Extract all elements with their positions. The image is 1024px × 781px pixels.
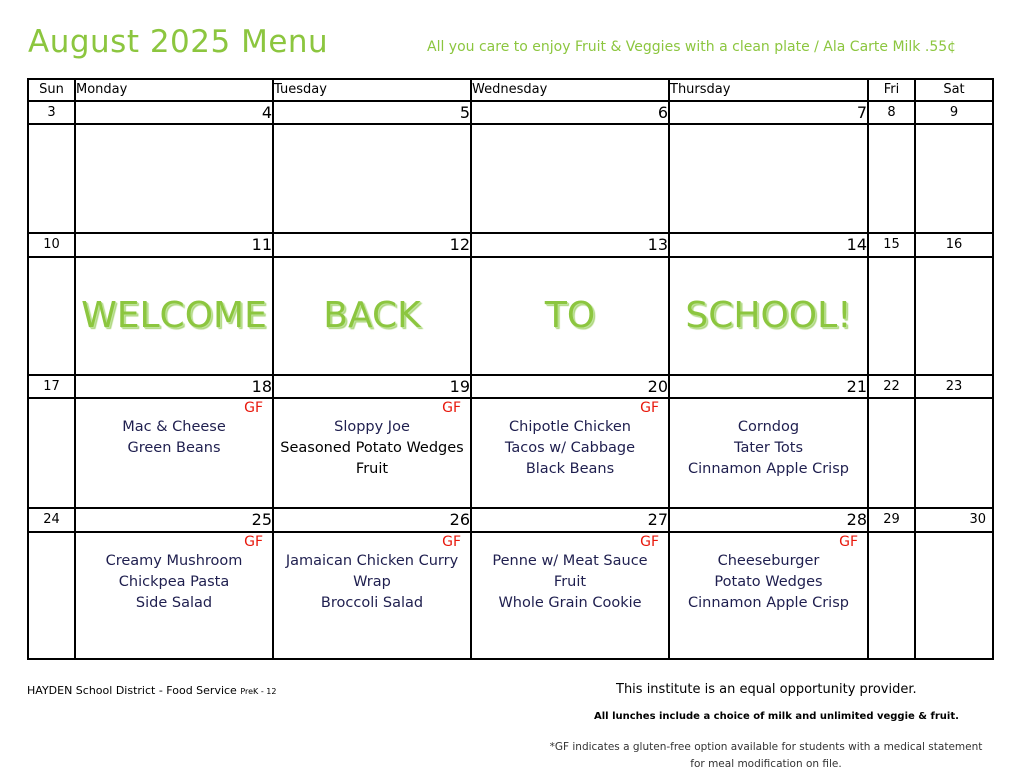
day-content-row	[28, 124, 993, 233]
date-number: 23	[915, 375, 993, 399]
date-number: 21	[669, 375, 868, 399]
meal-cell	[273, 532, 471, 659]
date-number: 8	[868, 101, 915, 125]
weekday-header: Sun	[28, 79, 75, 101]
district-name: HAYDEN School District - Food Service	[27, 684, 237, 697]
day-content-row	[28, 532, 993, 659]
date-number: 19	[273, 375, 471, 399]
gf-badge: GF	[640, 533, 659, 550]
day-cell	[868, 257, 915, 375]
weekday-header: Wednesday	[471, 79, 669, 101]
day-cell	[915, 124, 993, 233]
meal-item: Broccoli Salad	[320, 594, 424, 611]
meal-item: Mac & Cheese	[122, 419, 226, 436]
weekday-header: Sat	[915, 79, 993, 101]
day-content-row	[28, 257, 993, 375]
date-number: 3	[28, 101, 75, 125]
gf-badge: GF	[442, 400, 461, 417]
welcome-word: WELCOME	[81, 295, 267, 337]
date-number: 26	[273, 508, 471, 532]
page-title: August 2025 Menu	[28, 24, 329, 60]
meal-items	[472, 417, 668, 480]
calendar-grid	[27, 78, 994, 660]
day-cell	[669, 124, 868, 233]
gf-badge: GF	[640, 400, 659, 417]
meal-items	[670, 551, 867, 614]
weekday-header: Monday	[75, 79, 273, 101]
date-number: 30	[915, 508, 993, 532]
meal-item: Cinnamon Apple Crisp	[688, 594, 849, 611]
day-cell	[915, 532, 993, 659]
day-cell	[75, 257, 273, 375]
weekday-header-row	[28, 79, 993, 101]
meal-item: Whole Grain Cookie	[498, 594, 642, 611]
date-number: 6	[471, 101, 669, 125]
gf-footnote-line: for meal modification on file.	[690, 758, 842, 770]
meal-item: Fruit	[553, 573, 587, 590]
date-number: 20	[471, 375, 669, 399]
day-cell	[75, 124, 273, 233]
meal-items	[472, 551, 668, 614]
meal-item: Chickpea Pasta	[118, 573, 230, 590]
date-number: 15	[868, 233, 915, 257]
meal-item: Green Beans	[127, 440, 221, 457]
meal-item: Corndog	[737, 419, 800, 436]
district-footer	[27, 684, 276, 697]
weekday-header: Tuesday	[273, 79, 471, 101]
date-number: 13	[471, 233, 669, 257]
meal-item: Cinnamon Apple Crisp	[688, 461, 849, 478]
gf-badge: GF	[442, 533, 461, 550]
welcome-word: TO	[544, 295, 596, 337]
welcome-word: SCHOOL!	[685, 295, 852, 337]
meal-item: Sloppy Joe	[334, 419, 410, 436]
menu-subtitle: All you care to enjoy Fruit & Veggies with a clean plate / Ala Carte Milk .55¢	[427, 39, 957, 55]
date-number: 4	[75, 101, 273, 125]
day-cell	[669, 257, 868, 375]
meal-items	[274, 417, 470, 480]
meal-cell	[471, 532, 669, 659]
day-cell	[28, 257, 75, 375]
gf-footnote	[540, 739, 992, 773]
meal-cell	[273, 398, 471, 508]
day-cell	[28, 532, 75, 659]
date-number: 7	[669, 101, 868, 125]
meal-cell	[75, 532, 273, 659]
meal-item: Potato Wedges	[714, 573, 823, 590]
meal-cell	[669, 398, 868, 508]
meal-item: Wrap	[353, 573, 391, 590]
date-row	[28, 508, 993, 532]
day-cell	[915, 257, 993, 375]
gf-badge: GF	[244, 400, 263, 417]
gf-badge: GF	[839, 533, 858, 550]
day-cell	[915, 398, 993, 508]
date-row	[28, 375, 993, 399]
meal-cell	[75, 398, 273, 508]
day-cell	[273, 124, 471, 233]
date-number: 27	[471, 508, 669, 532]
gf-badge	[670, 399, 867, 417]
meal-item: Tacos w/ Cabbage	[504, 440, 636, 457]
date-number: 29	[868, 508, 915, 532]
meal-items	[274, 551, 470, 614]
weekday-header: Thursday	[669, 79, 868, 101]
date-number: 10	[28, 233, 75, 257]
date-number: 18	[75, 375, 273, 399]
meal-cell	[471, 398, 669, 508]
gf-badge: GF	[244, 533, 263, 550]
date-number: 14	[669, 233, 868, 257]
date-number: 24	[28, 508, 75, 532]
date-number: 9	[915, 101, 993, 125]
date-number: 16	[915, 233, 993, 257]
date-number: 28	[669, 508, 868, 532]
meal-item: Jamaican Chicken Curry	[285, 552, 459, 569]
day-cell	[868, 532, 915, 659]
lunch-note: All lunches include a choice of milk and unlimited veggie & fruit.	[594, 711, 959, 722]
day-cell	[868, 398, 915, 508]
date-number: 25	[75, 508, 273, 532]
equal-opportunity-note: This institute is an equal opportunity provider.	[616, 682, 917, 697]
date-row	[28, 101, 993, 125]
welcome-word: BACK	[323, 295, 421, 337]
day-cell	[273, 257, 471, 375]
meal-item: Seasoned Potato Wedges	[280, 440, 464, 457]
day-cell	[471, 124, 669, 233]
meal-items	[76, 551, 272, 614]
meal-items	[670, 417, 867, 480]
meal-item: Tater Tots	[733, 440, 804, 457]
weekday-header: Fri	[868, 79, 915, 101]
date-number: 22	[868, 375, 915, 399]
day-cell	[28, 124, 75, 233]
meal-item: Penne w/ Meat Sauce	[492, 552, 648, 569]
meal-items	[76, 417, 272, 459]
day-cell	[868, 124, 915, 233]
date-number: 11	[75, 233, 273, 257]
meal-item: Black Beans	[525, 461, 615, 478]
date-number: 5	[273, 101, 471, 125]
date-number: 17	[28, 375, 75, 399]
meal-item: Fruit	[355, 461, 389, 478]
meal-item: Creamy Mushroom	[105, 552, 243, 569]
day-cell	[28, 398, 75, 508]
meal-item: Cheeseburger	[717, 552, 820, 569]
day-cell	[471, 257, 669, 375]
meal-item: Side Salad	[135, 594, 213, 611]
day-content-row	[28, 398, 993, 508]
gf-footnote-line: *GF indicates a gluten-free option available for students with a medical statement	[549, 741, 983, 753]
date-number: 12	[273, 233, 471, 257]
meal-cell	[669, 532, 868, 659]
date-row	[28, 233, 993, 257]
grade-range: PreK - 12	[240, 687, 277, 696]
meal-item: Chipotle Chicken	[509, 419, 631, 436]
